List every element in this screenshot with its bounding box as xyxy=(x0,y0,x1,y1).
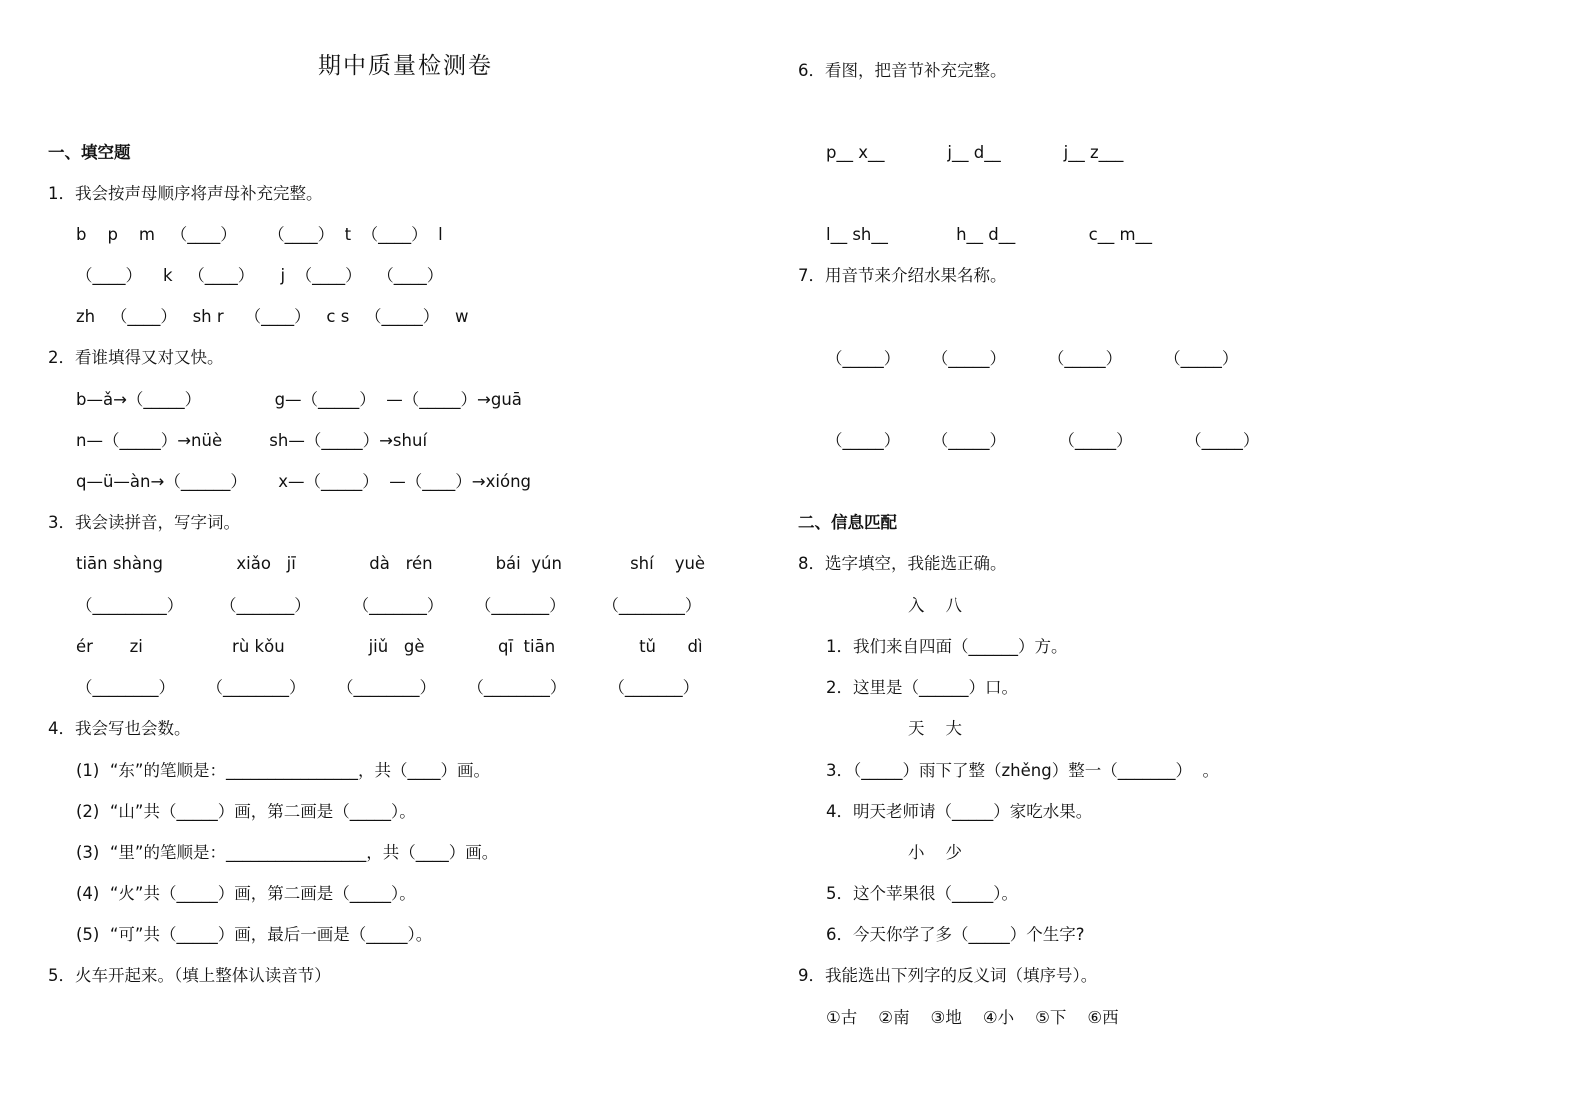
question-2-row: n—（_____）→nüè sh—（_____）→shuí xyxy=(76,431,428,450)
question-7-row: （_____） （_____） （_____） （_____） xyxy=(826,431,1260,450)
question-8-sentence: 6．今天你学了多（_____）个生字? xyxy=(826,925,1085,944)
section-heading-fill-blanks: 一、填空题 xyxy=(48,143,131,162)
question-1-stem: 1．我会按声母顺序将声母补充完整。 xyxy=(48,184,323,203)
question-4-item: (2) “山”共（_____）画，第二画是（_____）。 xyxy=(76,802,416,821)
question-3-blank-row: （________） （________） （________） （________） （_______） xyxy=(76,678,700,697)
question-6-row: l__ sh__ h__ d__ c__ m__ xyxy=(826,225,1153,244)
question-9-options: ①古 ②南 ③地 ④小 ⑤下 ⑥西 xyxy=(826,1008,1119,1027)
question-7-row: （_____） （_____） （_____） （_____） xyxy=(826,349,1239,368)
question-2-row: q—ü—àn→（______） x—（_____） —（____）→xióng xyxy=(76,472,531,491)
question-8-word-group: 小 少 xyxy=(908,843,962,862)
question-8-sentence: 4．明天老师请（_____）家吃水果。 xyxy=(826,802,1093,821)
question-5-stem: 5．火车开起来。（填上整体认读音节） xyxy=(48,966,331,985)
question-3-stem: 3．我会读拼音，写字词。 xyxy=(48,513,240,532)
question-8-word-group: 入 八 xyxy=(908,596,962,615)
question-4-item: (5) “可”共（_____）画，最后一画是（_____）。 xyxy=(76,925,433,944)
question-8-sentence: 1．我们来自四面（______）方。 xyxy=(826,637,1068,656)
page-title: 期中质量检测卷 xyxy=(318,53,493,79)
question-3-pinyin-row: tiān shàng xiǎo jī dà rén bái yún shí yuè xyxy=(76,554,706,573)
question-8-sentence: 5．这个苹果很（_____）。 xyxy=(826,884,1018,903)
question-1-row: （____） k （____） j （____） （____） xyxy=(76,266,444,285)
question-4-item: (3) “里”的笔顺是：_________________，共（____）画。 xyxy=(76,843,499,862)
question-2-row: b—ǎ→（_____） g—（_____） —（_____）→guā xyxy=(76,390,522,409)
question-9-stem: 9．我能选出下列字的反义词（填序号）。 xyxy=(798,966,1098,985)
question-4-stem: 4．我会写也会数。 xyxy=(48,719,191,738)
question-2-stem: 2．看谁填得又对又快。 xyxy=(48,348,224,367)
question-8-stem: 8．选字填空，我能选正确。 xyxy=(798,554,1007,573)
question-3-pinyin-row: ér zi rù kǒu jiǔ gè qī tiān tǔ dì xyxy=(76,637,703,656)
question-3-blank-row: （_________） （_______） （_______） （_______） （________） xyxy=(76,596,702,615)
question-1-row: b p m （____） （____） t （____） l xyxy=(76,225,443,244)
question-8-word-group: 天 大 xyxy=(908,719,962,738)
question-7-stem: 7．用音节来介绍水果名称。 xyxy=(798,266,1007,285)
question-1-row: zh （____） sh r （____） c s （_____） w xyxy=(76,307,469,326)
question-6-row: p__ x__ j__ d__ j__ z___ xyxy=(826,143,1124,162)
question-8-sentence: 2．这里是（______）口。 xyxy=(826,678,1018,697)
question-4-item: (4) “火”共（_____）画，第二画是（_____）。 xyxy=(76,884,416,903)
section-heading-matching: 二、信息匹配 xyxy=(798,513,897,532)
question-4-item: (1) “东”的笔顺是：________________，共（____）画。 xyxy=(76,761,490,780)
question-6-stem: 6．看图，把音节补充完整。 xyxy=(798,61,1007,80)
question-8-sentence: 3．（_____）雨下了整（zhěng）整一（_______） 。 xyxy=(826,761,1219,780)
